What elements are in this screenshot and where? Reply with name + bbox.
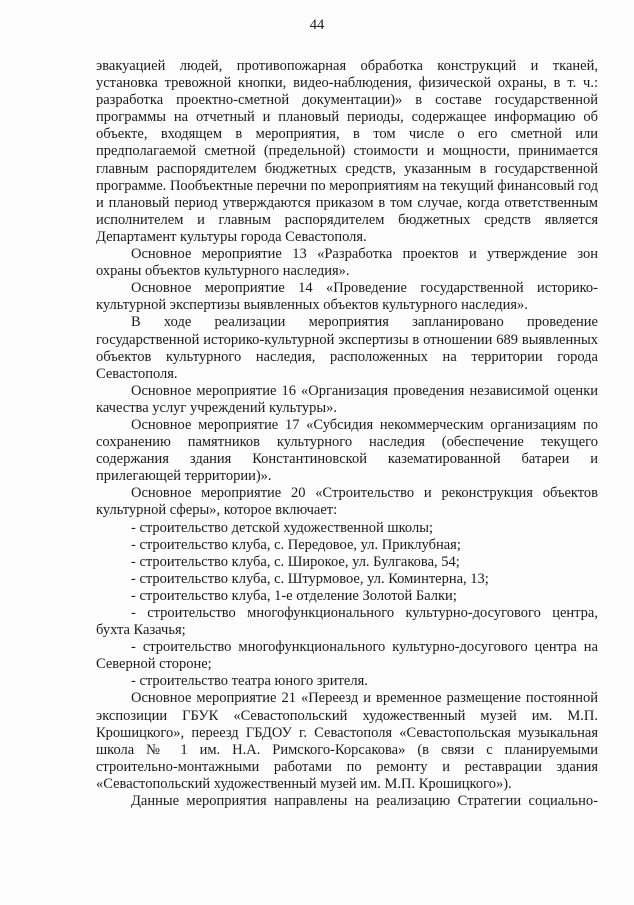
paragraph-measure-13: Основное мероприятие 13 «Разработка проектов и утверждение зон охраны объектов культурного наследия». [96, 246, 598, 280]
list-item: - строительство клуба, с. Широкое, ул. Булгакова, 54; [131, 553, 460, 570]
paragraph-measure-21: Основное мероприятие 21 «Переезд и временное размещение постоянной экспозиции ГБУК «Севастопольский художественный музей им. М.П. Крошицкого», переезд ГБДОУ г. Севастополя «Севастопольская музыкальная школа № 1 им. Н.А. Римского-Корсакова» (в связи с планируемыми строительно-монтажными работами по ремонту и реставрации здания «Севастопольский художественный музей им. М.П. Крошицкого»). [96, 690, 598, 792]
paragraph-measure-17: Основное мероприятие 17 «Субсидия некоммерческим организациям по сохранению памятников культурного наследия (обеспечение текущего содержания здания Константиновской казематированной батареи и прилегающей территории)». [96, 416, 598, 485]
list-item: - строительство многофункционального культурно-досугового центра, бухта Казачья; [96, 605, 598, 639]
list-item: - строительство детской художественной школы; [131, 519, 433, 536]
list-item: - строительство многофункционального культурно-досугового центра на Северной стороне; [96, 639, 598, 673]
list-item: - строительство клуба, с. Штурмовое, ул. Коминтерна, 13; [131, 570, 489, 587]
paragraph-strategy: Данные мероприятия направлены на реализацию Стратегии социально- [131, 793, 598, 810]
list-item: - строительство клуба, с. Передовое, ул. Приклубная; [131, 536, 461, 553]
paragraph-expertise: В ходе реализации мероприятия запланировано проведение государственной историко-культурной экспертизы в отношении 689 выявленных объектов культурного наследия, расположенных на территории города Севастополя. [96, 314, 598, 382]
document-body [96, 58, 598, 810]
paragraph-continuation: эвакуацией людей, противопожарная обработка конструкций и тканей, установка тревожной кнопки, видео-наблюдения, физической охраны, в т. ч.: разработка проектно-сметной документации)» в составе государственной программы на отчетный и плановый периоды, содержащее информацию об объекте, входящем в мероприятия, в том числе о его сметной или предполагаемой сметной (предельной) стоимости и мощности, принимается главным распорядителем бюджетных средств, указанным в государственной программе. Пообъектные перечни по мероприятиям на текущий финансовый год и плановый период утверждаются приказом в том случае, когда ответственным исполнителем и главным распорядителем бюджетных средств является Департамент культуры города Севастополя. [96, 58, 598, 245]
page-number: 44 [309, 17, 325, 33]
list-item: - строительство театра юного зрителя. [131, 673, 368, 690]
paragraph-measure-14: Основное мероприятие 14 «Проведение государственной историко-культурной экспертизы выявленных объектов культурного наследия». [96, 280, 598, 314]
paragraph-measure-16: Основное мероприятие 16 «Организация проведения независимой оценки качества услуг учреждений культуры». [96, 382, 598, 416]
paragraph-measure-20: Основное мероприятие 20 «Строительство и реконструкция объектов культурной сферы», которое включает: [96, 485, 598, 519]
list-item: - строительство клуба, 1-е отделение Золотой Балки; [131, 587, 457, 604]
